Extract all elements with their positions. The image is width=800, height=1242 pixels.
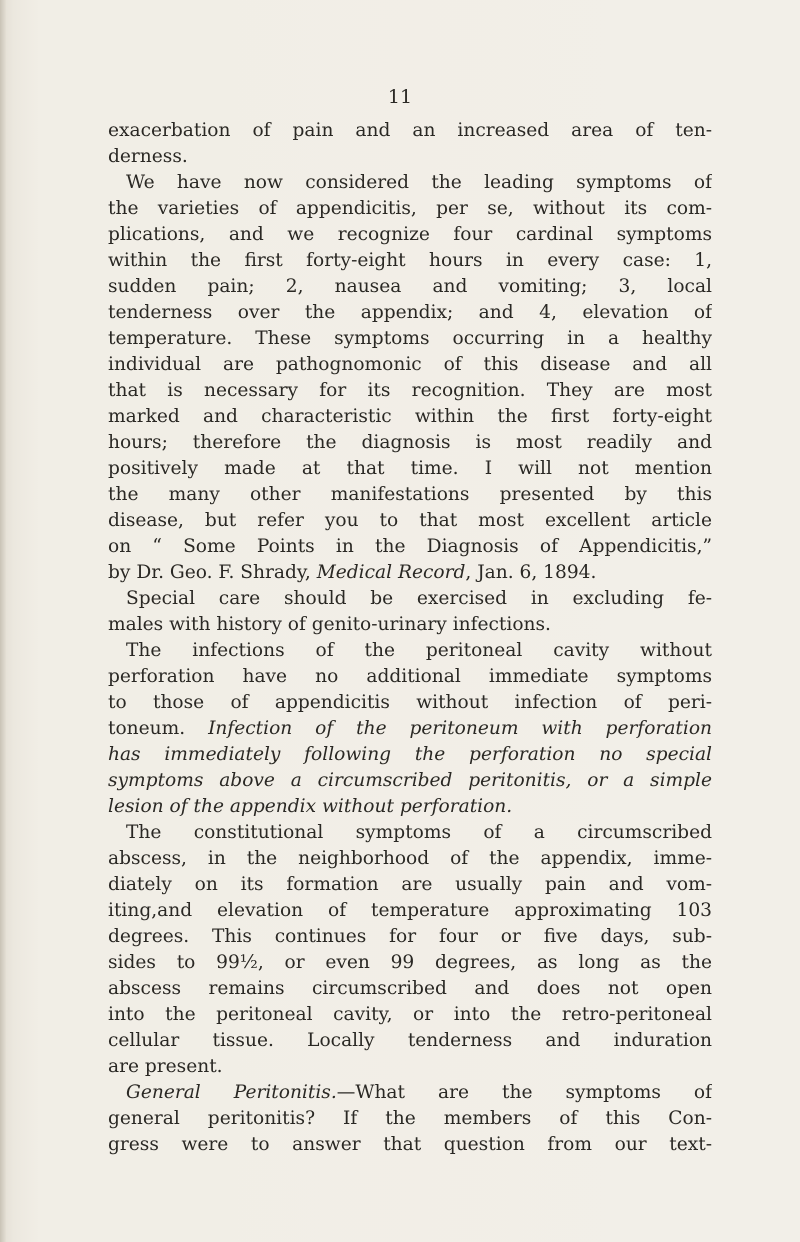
text-line: plications, and we recognize four cardinal symptoms [108, 224, 712, 245]
text-line: are present. [108, 1056, 223, 1077]
text-line: abscess, in the neighborhood of the appendix, imme- [108, 848, 712, 869]
text-line: The infections of the peritoneal cavity without [126, 640, 712, 661]
text-line: males with history of genito-urinary infections. [108, 614, 551, 635]
text-line: gress were to answer that question from our text- [108, 1134, 712, 1155]
italic-text: symptoms above a circumscribed peritonitis, or a simple [108, 770, 712, 791]
text-line: disease, but refer you to that most excellent article [108, 510, 712, 531]
italic-text: Medical Record [316, 562, 466, 583]
text-line: degrees. This continues for four or five days, sub- [108, 926, 712, 947]
text-line: derness. [108, 146, 188, 167]
text-line [108, 1080, 712, 1106]
text-line: within the first forty-eight hours in every case: 1, [108, 250, 712, 271]
text-line: positively made at that time. I will not mention [108, 458, 712, 479]
text-line [108, 742, 712, 768]
text-line: the varieties of appendicitis, per se, without its com- [108, 198, 712, 219]
text-line: marked and characteristic within the first forty-eight [108, 406, 712, 427]
text-line: general peritonitis? If the members of this Con- [108, 1108, 712, 1129]
text-line: abscess remains circumscribed and does not open [108, 978, 712, 999]
text-line: diately on its formation are usually pain and vom- [108, 874, 712, 895]
text-line: tenderness over the appendix; and 4, elevation of [108, 302, 712, 323]
text-line: to those of appendicitis without infection of peri- [108, 692, 712, 713]
italic-text: has immediately following the perforation no special [108, 744, 712, 765]
text-line: hours; therefore the diagnosis is most readily and [108, 432, 712, 453]
text-span: by Dr. Geo. F. Shrady, [108, 562, 317, 583]
text-line: iting,and elevation of temperature approximating 103 [108, 900, 712, 921]
text-span: , Jan. 6, 1894. [465, 562, 597, 583]
text-line: temperature. These symptoms occurring in a healthy [108, 328, 712, 349]
text-line: sudden pain; 2, nausea and vomiting; 3, local [108, 276, 712, 297]
text-line [108, 768, 712, 794]
text-line: The constitutional symptoms of a circumscribed [126, 822, 712, 843]
text-line: on “ Some Points in the Diagnosis of Appendicitis,” [108, 536, 712, 557]
italic-text: General Peritonitis. [126, 1082, 337, 1103]
text-line: cellular tissue. Locally tenderness and induration [108, 1030, 712, 1051]
text-line [108, 716, 712, 742]
text-line: perforation have no additional immediate symptoms [108, 666, 712, 687]
text-line: exacerbation of pain and an increased area of ten- [108, 120, 712, 141]
body-text [108, 118, 712, 1158]
italic-text: Infection of the peritoneum with perforation [208, 718, 712, 739]
text-span: —What are the symptoms of [336, 1082, 712, 1103]
text-span: toneum. [108, 718, 209, 739]
text-line: sides to 99½, or even 99 degrees, as long as the [108, 952, 712, 973]
page-gutter [0, 0, 6, 1242]
italic-text: lesion of the appendix without perforation. [108, 796, 513, 817]
text-line: We have now considered the leading symptoms of [126, 172, 712, 193]
page-number: 11 [387, 86, 413, 108]
text-line [108, 794, 712, 820]
text-line: individual are pathognomonic of this disease and all [108, 354, 712, 375]
text-line: the many other manifestations presented by this [108, 484, 712, 505]
text-line: that is necessary for its recognition. They are most [108, 380, 712, 401]
text-line [108, 560, 712, 586]
text-line: into the peritoneal cavity, or into the retro-peritoneal [108, 1004, 712, 1025]
text-line: Special care should be exercised in excluding fe- [126, 588, 712, 609]
